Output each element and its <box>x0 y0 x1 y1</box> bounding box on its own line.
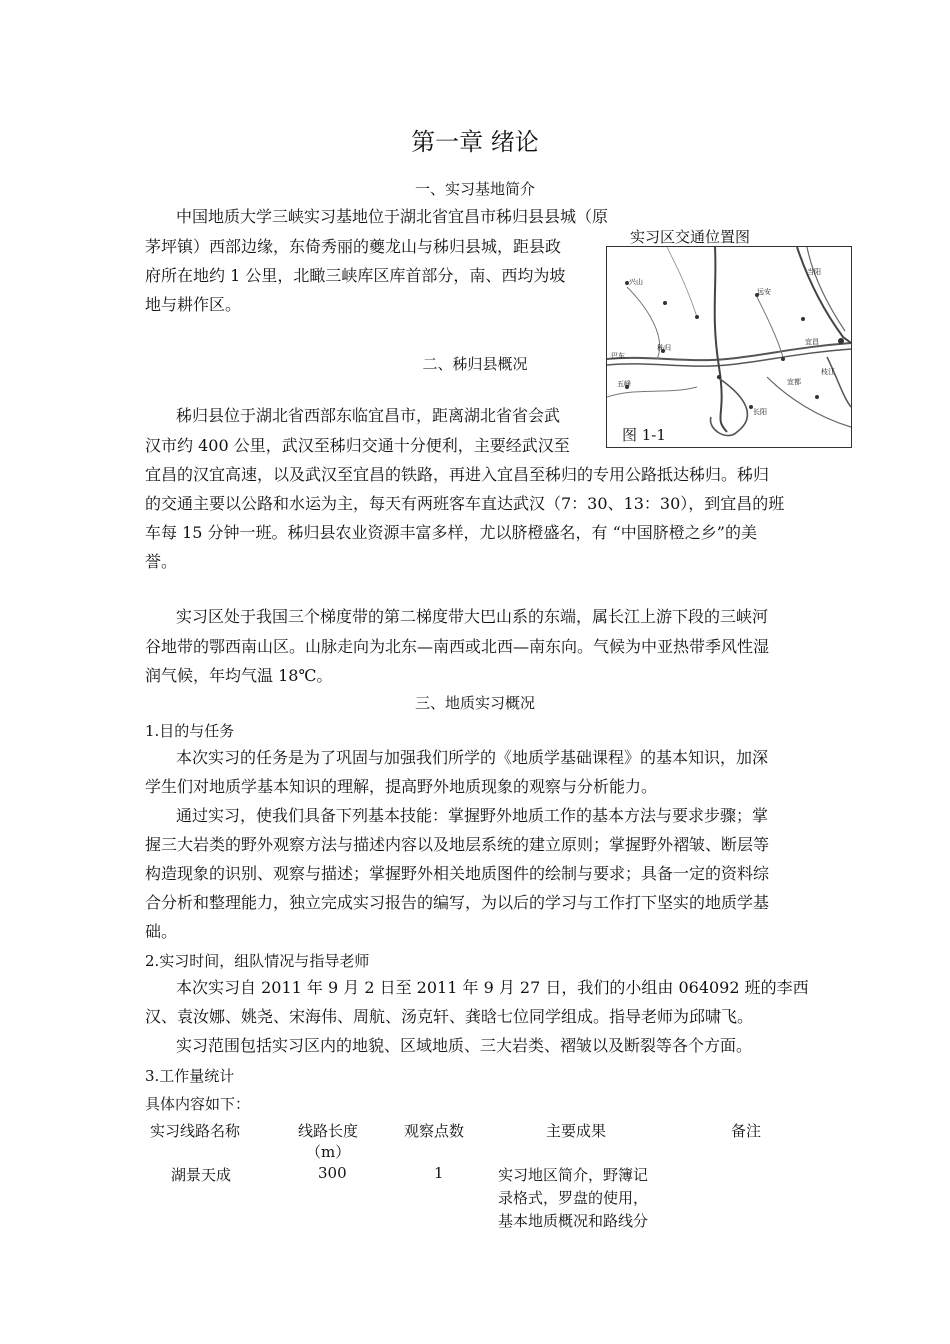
table-cell-result-line: 录格式，罗盘的使用， <box>498 1189 649 1207</box>
figure-title: 实习区交通位置图 <box>630 228 751 246</box>
table-cell-route: 湖景天成 <box>171 1166 232 1184</box>
section2-line: 宜昌的汉宜高速，以及武汉至宜昌的铁路，再进入宜昌至秭归的专用公路抵达秭归。秭归 <box>145 465 770 484</box>
section1-line: 府所在地约 1 公里，北瞰三峡库区库首部分，南、西均为坡 <box>145 266 566 285</box>
map-place-label: 秭归 <box>657 344 671 352</box>
section2-line: 的交通主要以公路和水运为主，每天有两班客车直达武汉（7：30、13：30），到宜昌的班 <box>145 494 785 513</box>
map-place-label: 巴东 <box>611 352 625 360</box>
section2-heading: 二、秭归县概况 <box>422 355 528 373</box>
map-place-label: 五峰 <box>617 380 631 388</box>
section3-para2-line: 构造现象的识别、观察与描述；掌握野外相关地质图件的绘制与要求；具备一定的资料综 <box>145 864 770 883</box>
traffic-location-map <box>606 246 852 448</box>
section2-line: 誉。 <box>145 552 178 571</box>
table-cell-result-line: 基本地质概况和路线分 <box>498 1212 649 1230</box>
section2-para2-line: 实习区处于我国三个梯度带的第二梯度带大巴山系的东端，属长江上游下段的三峡河 <box>176 607 769 626</box>
map-place-label: 长阳 <box>753 408 767 416</box>
map-place-label: 枝江 <box>821 368 835 376</box>
section2-line: 秭归县位于湖北省西部东临宜昌市，距离湖北省省会武 <box>176 406 561 425</box>
section3-para2-line: 握三大岩类的野外观察方法与描述内容以及地层系统的建立原则；掌握野外褶皱、断层等 <box>145 835 770 854</box>
map-place-label: 当阳 <box>807 268 821 276</box>
section2-para2-line: 润气候，年均气温 18℃。 <box>145 666 333 685</box>
table-header-notes: 备注 <box>731 1122 762 1140</box>
subheading-workload: 3.工作量统计 <box>145 1067 235 1085</box>
subheading-purpose: 1.目的与任务 <box>145 722 235 740</box>
table-header-length: 线路长度 <box>298 1122 359 1140</box>
table-header-results: 主要成果 <box>546 1122 607 1140</box>
map-graphic <box>607 247 851 447</box>
page-title: 第一章 绪论 <box>411 128 539 156</box>
section2-para2-line: 谷地带的鄂西南山区。山脉走向为北东—南西或北西—南东向。气候为中亚热带季风性湿 <box>145 637 770 656</box>
section3-para1-line: 学生们对地质学基本知识的理解，提高野外地质现象的观察与分析能力。 <box>145 777 658 796</box>
section3-para3-line: 汉、袁汝娜、姚尧、宋海伟、周航、汤克轩、龚晗七位同学组成。指导老师为邱啸飞。 <box>145 1007 754 1026</box>
section2-line: 汉市约 400 公里，武汉至秭归交通十分便利，主要经武汉至 <box>145 436 570 455</box>
section3-heading: 三、地质实习概况 <box>414 694 535 712</box>
section1-line: 茅坪镇）西部边缘，东倚秀丽的夔龙山与秭归县城，距县政 <box>145 237 562 256</box>
map-place-label: 兴山 <box>629 278 643 286</box>
table-cell-result-line: 实习地区简介，野簿记 <box>498 1166 649 1184</box>
section3-para2-line: 础。 <box>145 922 178 941</box>
section3-para3-line: 本次实习自 2011 年 9 月 2 日至 2011 年 9 月 27 日，我们的小组由 064092 班的李西 <box>176 978 809 997</box>
section1-heading: 一、实习基地简介 <box>414 180 535 198</box>
section1-line: 地与耕作区。 <box>145 295 242 314</box>
section2-line: 车每 15 分钟一班。秭归县农业资源丰富多样，尤以脐橙盛名，有 “中国脐橙之乡”的美 <box>145 523 757 542</box>
map-place-label: 宜都 <box>787 378 801 386</box>
table-header-length-unit: （m） <box>306 1143 351 1161</box>
section1-line: 中国地质大学三峡实习基地位于湖北省宜昌市秭归县县城（原 <box>176 207 609 226</box>
subheading-schedule: 2.实习时间，组队情况与指导老师 <box>145 952 370 970</box>
workload-intro: 具体内容如下： <box>145 1095 251 1113</box>
map-place-label: 远安 <box>757 288 771 296</box>
table-header-points: 观察点数 <box>404 1122 465 1140</box>
figure-label: 图 1-1 <box>622 426 666 444</box>
table-header-route: 实习线路名称 <box>150 1122 241 1140</box>
section3-para2-line: 通过实习，使我们具备下列基本技能：掌握野外地质工作的基本方法与要求步骤；掌 <box>176 806 769 825</box>
table-cell-length: 300 <box>318 1164 347 1182</box>
table-cell-points: 1 <box>434 1164 444 1182</box>
section3-para1-line: 本次实习的任务是为了巩固与加强我们所学的《地质学基础课程》的基本知识，加深 <box>176 748 769 767</box>
map-place-label: 宜昌 <box>805 338 819 346</box>
section3-para2-line: 合分析和整理能力，独立完成实习报告的编写，为以后的学习与工作打下坚实的地质学基 <box>145 893 770 912</box>
section3-para4: 实习范围包括实习区内的地貌、区域地质、三大岩类、褶皱以及断裂等各个方面。 <box>176 1036 753 1055</box>
